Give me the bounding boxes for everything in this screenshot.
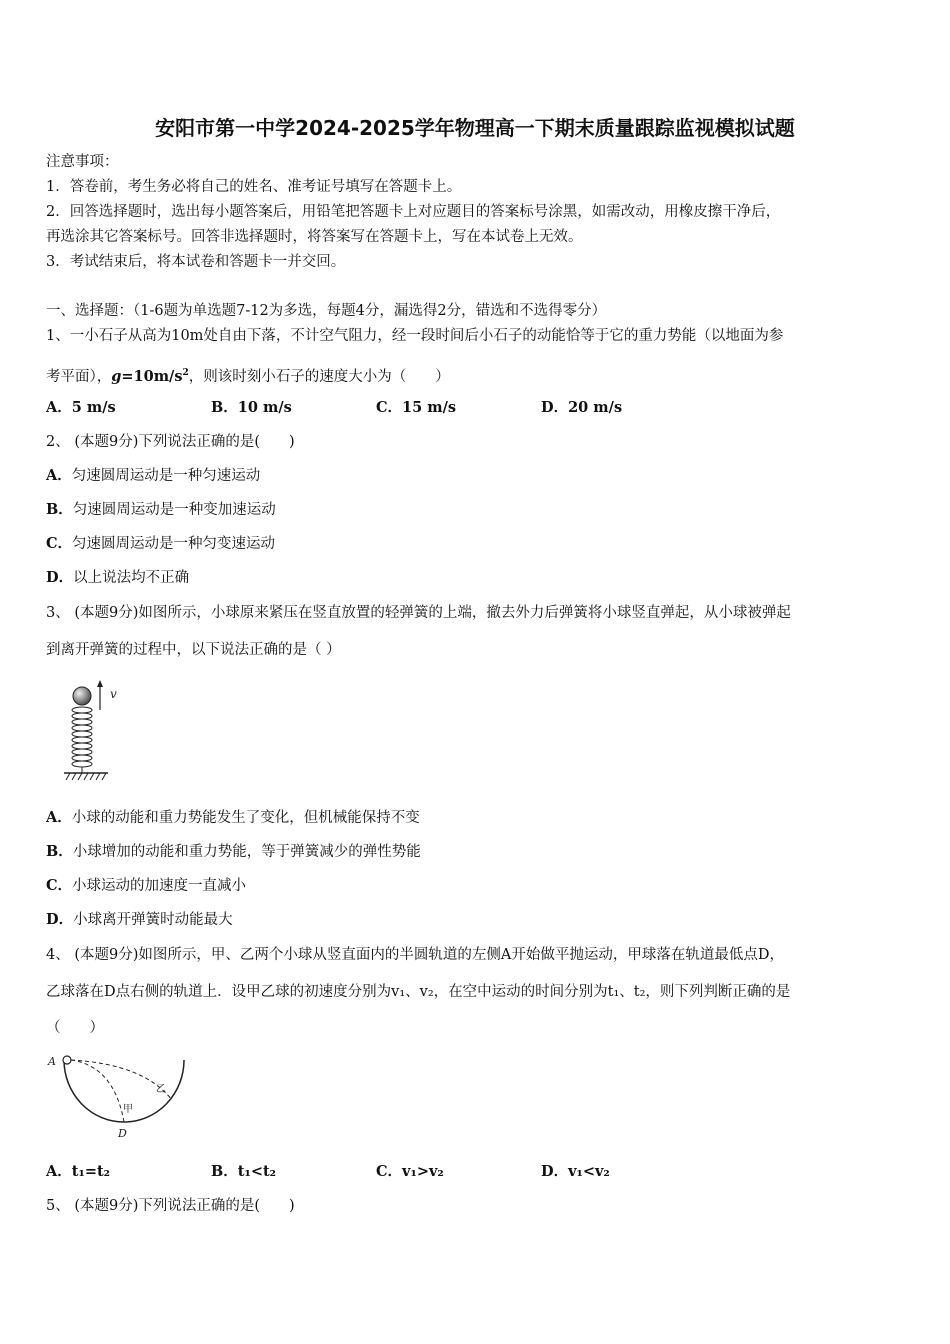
q4-option-a[interactable]: A．t₁=t₂	[46, 1163, 111, 1180]
start-ball	[63, 1056, 71, 1064]
q4-line1: 4、 (本题9分)如图所示，甲、乙两个小球从竖直面内的半圆轨道的左侧A开始做平抛运动，甲球落在轨道最低点D，	[46, 947, 784, 963]
q1-option-b[interactable]: B．10 m/s	[211, 399, 292, 416]
ground	[64, 773, 108, 780]
section-heading: 一、选择题：（1-6题为单选题7-12为多选，每题4分，漏选得2分，错选和不选得零分）	[46, 303, 607, 319]
q3-option-c[interactable]: C．小球运动的加速度一直减小	[46, 877, 247, 894]
q1-option-c[interactable]: C．15 m/s	[376, 399, 457, 416]
spring	[72, 707, 92, 773]
label-a: A	[48, 1055, 56, 1068]
note-3: 3．考试结束后，将本试卷和答题卡一并交回。	[46, 254, 346, 270]
q1-line2-a: 考平面），	[46, 369, 112, 385]
q4-option-b[interactable]: B．t₁<t₂	[211, 1163, 277, 1180]
trajectory-jia	[71, 1060, 124, 1122]
q1-line2-c: ，则该时刻小石子的速度大小为（ ）	[188, 369, 450, 385]
velocity-label: v	[110, 687, 117, 701]
q1-g-sup: 2	[182, 368, 189, 378]
q1-g: g	[111, 368, 122, 385]
q3-option-d[interactable]: D．小球离开弹簧时动能最大	[46, 911, 233, 928]
q3-line1: 3、 (本题9分)如图所示，小球原来紧压在竖直放置的轻弹簧的上端，撤去外力后弹簧将小球竖直弹起，从小球被弹起	[46, 605, 791, 621]
semicircle-track-figure	[44, 1050, 194, 1145]
q4-line3: （ ）	[46, 1020, 104, 1036]
q3-option-b[interactable]: B．小球增加的动能和重力势能，等于弹簧减少的弹性势能	[46, 843, 421, 860]
label-jia: 甲	[123, 1104, 133, 1115]
ball	[73, 687, 91, 705]
q2-option-b[interactable]: B．匀速圆周运动是一种变加速运动	[46, 501, 276, 518]
q1-option-a[interactable]: A．5 m/s	[46, 399, 116, 416]
note-2a: 2．回答选择题时，选出每小题答案后，用铅笔把答题卡上对应题目的答案标号涂黑，如需改动，用橡皮擦干净后，	[46, 204, 781, 220]
page-title: 安阳市第一中学2024-2025学年物理高一下期末质量跟踪监视模拟试题	[155, 116, 795, 140]
q3-option-a[interactable]: A．小球的动能和重力势能发生了变化，但机械能保持不变	[46, 809, 420, 826]
q1-option-d[interactable]: D．20 m/s	[541, 399, 623, 416]
q2-option-a[interactable]: A．匀速圆周运动是一种匀速运动	[46, 467, 261, 484]
note-2b: 再选涂其它答案标号。回答非选择题时，将答案写在答题卡上，写在本试卷上无效。	[46, 229, 583, 245]
q4-option-c[interactable]: C．v₁>v₂	[376, 1163, 444, 1180]
q1-line1: 1、一小石子从高为10m处自由下落，不计空气阻力，经一段时间后小石子的动能恰等于它的重力势能（以地面为参	[46, 328, 784, 344]
note-1: 1．答卷前，考生务必将自己的姓名、准考证号填写在答题卡上。	[46, 179, 462, 195]
q2-option-d[interactable]: D．以上说法均不正确	[46, 569, 190, 586]
spring-ball-figure	[60, 680, 130, 785]
label-d: D	[118, 1127, 127, 1140]
q3-line2: 到离开弹簧的过程中，以下说法正确的是（ ）	[46, 642, 341, 658]
q2-stem: 2、 (本题9分)下列说法正确的是( )	[46, 434, 295, 450]
q2-option-c[interactable]: C．匀速圆周运动是一种匀变速运动	[46, 535, 276, 552]
q4-option-d[interactable]: D．v₁<v₂	[541, 1163, 610, 1180]
q1-g-value: =10m/s	[121, 368, 183, 385]
notes-heading: 注意事项：	[46, 154, 119, 170]
label-yi: 乙	[156, 1084, 166, 1095]
q1-line2	[46, 363, 450, 387]
q4-line2: 乙球落在D点右侧的轨道上．设甲乙球的初速度分别为v₁、v₂，在空中运动的时间分别为t₁、t₂，则下列判断正确的是	[46, 984, 791, 1000]
q5-stem: 5、 (本题9分)下列说法正确的是( )	[46, 1198, 295, 1214]
